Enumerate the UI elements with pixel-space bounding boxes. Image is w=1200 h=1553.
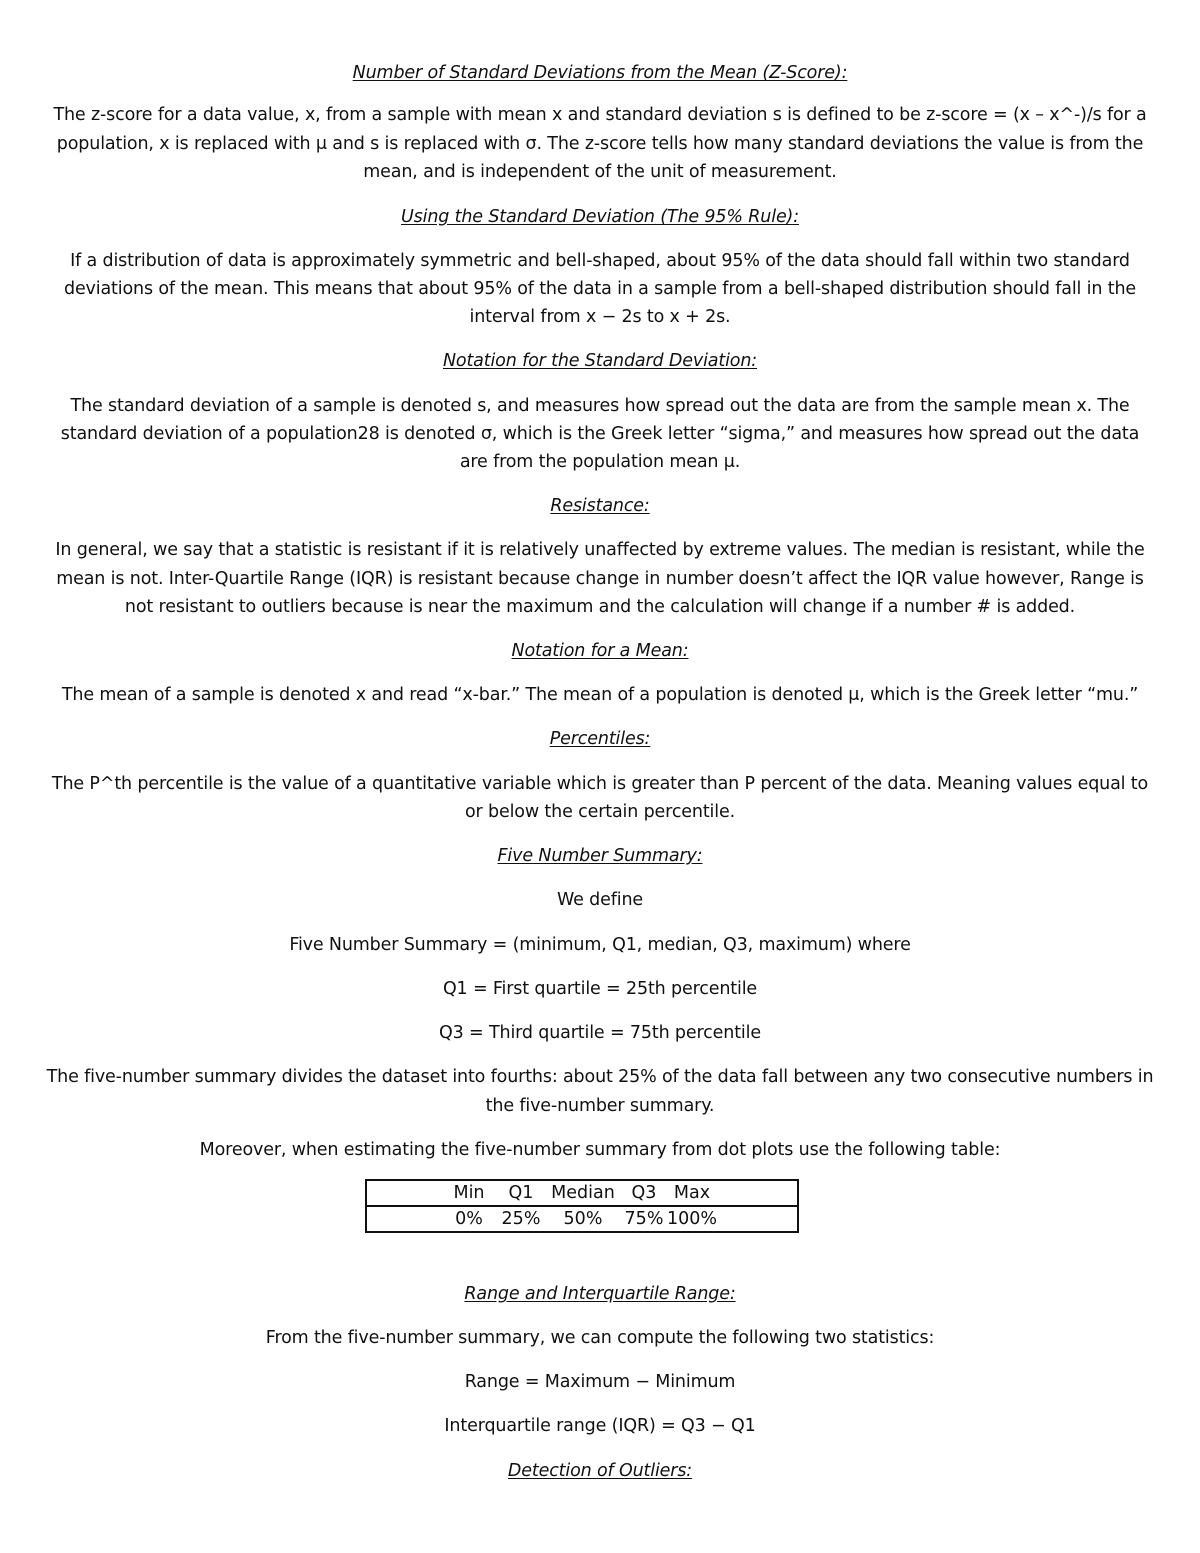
- table-header-min: Min: [453, 1183, 485, 1203]
- paragraph-line: interval from x − 2s to x + 2s.: [469, 307, 731, 327]
- paragraph-line: The standard deviation of a sample is denoted s, and measures how spread out the data are from the sample mean x. The: [70, 396, 1130, 416]
- paragraph-line: If a distribution of data is approximately symmetric and bell-shaped, about 95% of the data should fall within two standard: [70, 251, 1130, 271]
- paragraph-line: We define: [556, 890, 643, 910]
- paragraph-line: The P^th percentile is the value of a quantitative variable which is greater than P percent of the data. Meaning values equal to: [51, 774, 1149, 794]
- formula-line: Q1 = First quartile = 25th percentile: [442, 979, 758, 999]
- heading-range-iqr: Range and Interquartile Range:: [464, 1284, 736, 1304]
- table-value-median: 50%: [563, 1209, 603, 1229]
- heading-95-rule: Using the Standard Deviation (The 95% Rule):: [401, 207, 799, 227]
- paragraph-line: The mean of a sample is denoted x and read “x-bar.” The mean of a population is denoted μ, which is the Greek letter “mu.”: [61, 685, 1139, 705]
- heading-percentiles: Percentiles:: [549, 729, 651, 749]
- paragraph-line: mean is not. Inter-Quartile Range (IQR) is resistant because change in number doesn’t affect the IQR value however, Range is: [56, 569, 1144, 589]
- paragraph-line: deviations of the mean. This means that about 95% of the data in a sample from a bell-shaped distribution should fall in the: [63, 279, 1137, 299]
- paragraph-line: or below the certain percentile.: [464, 802, 736, 822]
- paragraph-line: population, x is replaced with μ and s is replaced with σ. The z-score tells how many standard deviations the value is from the: [56, 134, 1144, 154]
- paragraph-line: From the five-number summary, we can compute the following two statistics:: [265, 1328, 935, 1348]
- table-header-q3: Q3: [631, 1183, 657, 1203]
- paragraph-line: The five-number summary divides the dataset into fourths: about 25% of the data fall between any two consecutive numbers in: [46, 1067, 1154, 1087]
- formula-line: Five Number Summary = (minimum, Q1, median, Q3, maximum) where: [289, 935, 911, 955]
- table-header-median: Median: [551, 1183, 615, 1203]
- table-row: [366, 1180, 798, 1206]
- paragraph-line: In general, we say that a statistic is resistant if it is relatively unaffected by extreme values. The median is resistant, while the: [55, 540, 1145, 560]
- formula-line: Interquartile range (IQR) = Q3 − Q1: [444, 1416, 756, 1436]
- heading-mean-notation: Notation for a Mean:: [511, 641, 689, 661]
- paragraph-line: Moreover, when estimating the five-number summary from dot plots use the following table:: [199, 1140, 1001, 1160]
- formula-line: Q3 = Third quartile = 75th percentile: [439, 1023, 761, 1043]
- table-value-q3: 75%: [624, 1209, 664, 1229]
- table-row: [366, 1206, 798, 1232]
- formula-line: Range = Maximum − Minimum: [464, 1372, 736, 1392]
- paragraph-line: mean, and is independent of the unit of measurement.: [363, 162, 837, 182]
- heading-five-number-summary: Five Number Summary:: [497, 846, 703, 866]
- five-number-table: [365, 1179, 799, 1233]
- paragraph-line: are from the population mean μ.: [459, 452, 741, 472]
- paragraph-line: the five-number summary.: [485, 1096, 715, 1116]
- table-value-q1: 25%: [501, 1209, 541, 1229]
- heading-z-score: Number of Standard Deviations from the Mean (Z-Score):: [352, 63, 848, 83]
- paragraph-line: The z-score for a data value, x, from a sample with mean x and standard deviation s is defined to be z-score = (x – x^-)/s for a: [53, 105, 1147, 125]
- table-value-min: 0%: [455, 1209, 483, 1229]
- table-value-max: 100%: [666, 1209, 718, 1229]
- paragraph-line: not resistant to outliers because is near the maximum and the calculation will change if a number # is added.: [124, 597, 1076, 617]
- heading-sd-notation: Notation for the Standard Deviation:: [442, 351, 758, 371]
- heading-resistance: Resistance:: [550, 496, 650, 516]
- table-header-max: Max: [673, 1183, 711, 1203]
- paragraph-line: standard deviation of a population28 is denoted σ, which is the Greek letter “sigma,” and measures how spread out the data: [60, 424, 1140, 444]
- table-header-q1: Q1: [508, 1183, 534, 1203]
- table-cell: [366, 1206, 798, 1232]
- table-header-cell: [366, 1180, 798, 1206]
- heading-outlier-detection: Detection of Outliers:: [507, 1461, 693, 1481]
